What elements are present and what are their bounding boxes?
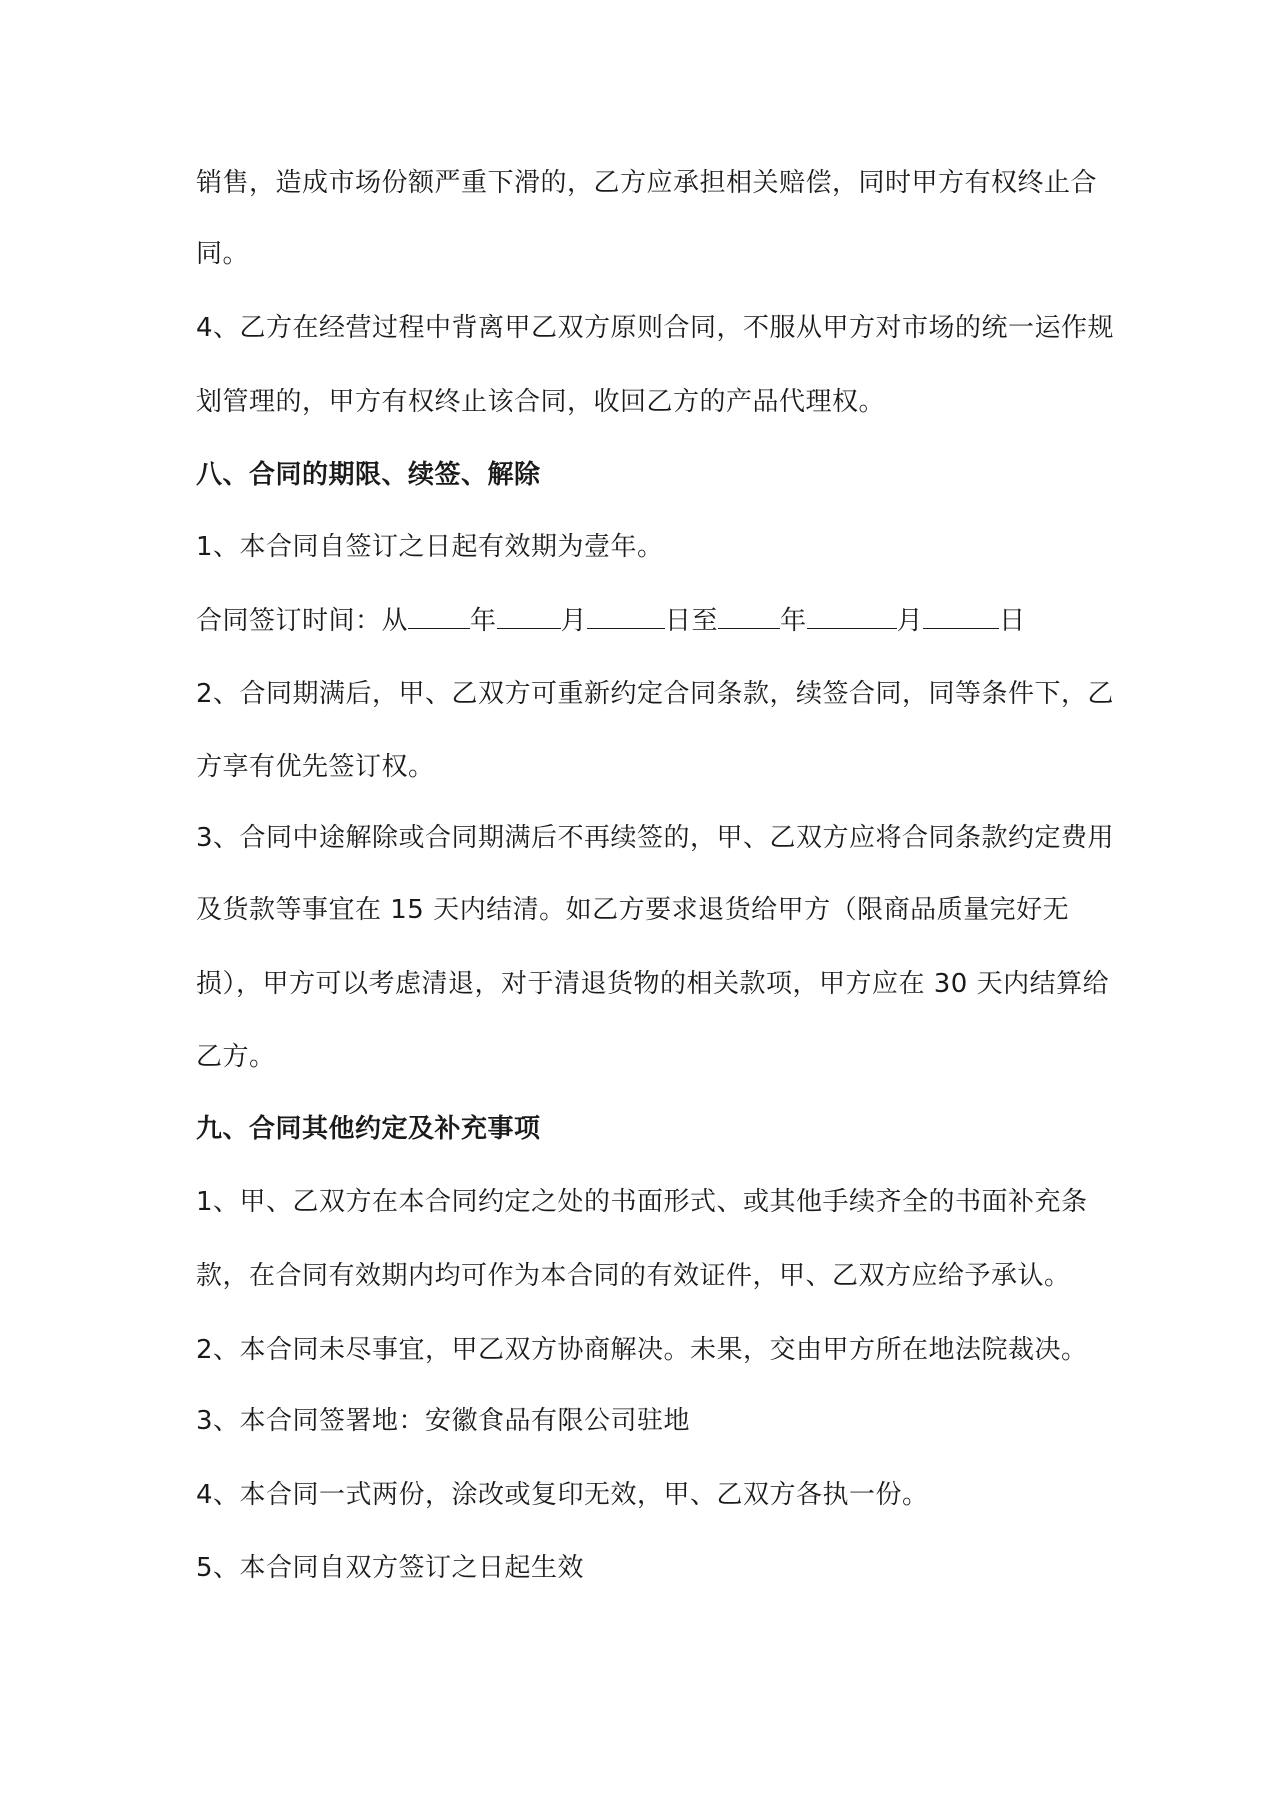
blank-field <box>497 602 561 629</box>
blank-field <box>408 602 470 629</box>
blank-field <box>587 602 665 629</box>
blank-field <box>923 602 999 629</box>
day-to-label: 日至 <box>665 606 719 636</box>
paragraph-line: 款，在合同有效期内均可作为本合同的有效证件，甲、乙双方应给予承认。 <box>196 1261 1071 1291</box>
paragraph-line: 划管理的，甲方有权终止该合同，收回乙方的产品代理权。 <box>196 387 886 417</box>
paragraph-line: 损），甲方可以考虑清退，对于清退货物的相关款项，甲方应在 30 天内结算给 <box>196 969 1110 999</box>
sign-date-label: 合同签订时间：从 <box>196 606 409 636</box>
paragraph-line: 3、本合同签署地：安徽食品有限公司驻地 <box>196 1406 691 1436</box>
blank-field <box>807 602 897 629</box>
paragraph-line: 方享有优先签订权。 <box>196 752 435 782</box>
year-label: 年 <box>780 606 807 636</box>
paragraph-line: 同。 <box>196 239 250 269</box>
paragraph-line: 2、本合同未尽事宜，甲乙双方协商解决。未果，交由甲方所在地法院裁决。 <box>196 1335 1088 1365</box>
paragraph-line: 3、合同中途解除或合同期满后不再续签的，甲、乙双方应将合同条款约定费用 <box>196 823 1115 853</box>
year-label: 年 <box>470 606 497 636</box>
paragraph-line: 2、合同期满后，甲、乙双方可重新约定合同条款，续签合同，同等条件下，乙 <box>196 679 1115 709</box>
paragraph-line: 4、本合同一式两份，涂改或复印无效，甲、乙双方各执一份。 <box>196 1480 929 1510</box>
day-label: 日 <box>999 606 1026 636</box>
paragraph-line: 乙方。 <box>196 1042 276 1072</box>
paragraph-line: 5、本合同自双方签订之日起生效 <box>196 1553 585 1583</box>
paragraph-line: 及货款等事宜在 15 天内结清。如乙方要求退货给甲方（限商品质量完好无 <box>196 895 1070 925</box>
sign-date-line <box>196 602 1026 639</box>
paragraph-line: 1、本合同自签订之日起有效期为壹年。 <box>196 532 664 562</box>
blank-field <box>718 602 780 629</box>
section-heading-8: 八、合同的期限、续签、解除 <box>196 460 541 490</box>
section-heading-9: 九、合同其他约定及补充事项 <box>196 1114 541 1144</box>
month-label: 月 <box>896 606 924 636</box>
paragraph-line: 销售，造成市场份额严重下滑的，乙方应承担相关赔偿，同时甲方有权终止合 <box>196 168 1098 198</box>
paragraph-line: 1、甲、乙双方在本合同约定之处的书面形式、或其他手续齐全的书面补充条 <box>196 1187 1088 1217</box>
paragraph-line: 4、乙方在经营过程中背离甲乙双方原则合同，不服从甲方对市场的统一运作规 <box>196 313 1115 343</box>
month-label: 月 <box>560 606 588 636</box>
